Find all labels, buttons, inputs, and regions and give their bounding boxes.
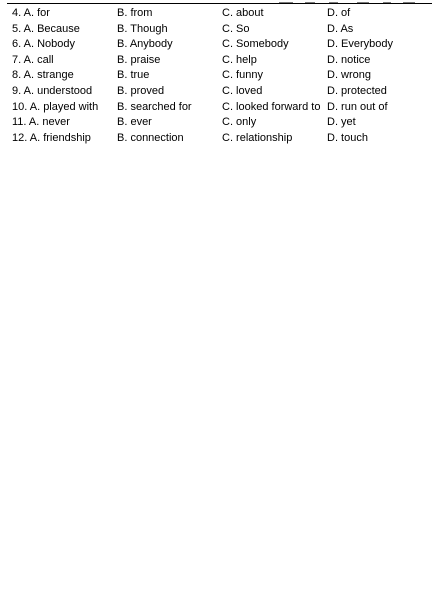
option-a: 12. A. friendship (12, 131, 91, 144)
option-c: C. loved (222, 84, 263, 97)
option-c: C. relationship (222, 131, 293, 144)
option-b: B. searched for (117, 100, 192, 113)
option-c: C. Somebody (222, 38, 289, 51)
option-b: B. true (117, 69, 150, 82)
option-b: B. from (117, 7, 153, 19)
question-row-11 (12, 115, 432, 131)
option-c: C. funny (222, 69, 263, 82)
option-a: 9. A. understood (12, 84, 93, 97)
question-row-8 (12, 68, 432, 84)
option-d: D. yet (327, 116, 356, 129)
question-row-9 (12, 84, 432, 100)
question-row-4 (12, 6, 432, 22)
option-d: D. touch (327, 131, 368, 144)
option-b: B. Anybody (117, 38, 173, 51)
option-c: C. help (222, 53, 257, 66)
option-a: 11. A. never (12, 116, 70, 129)
option-d: D. protected (327, 84, 387, 97)
option-c: C. only (222, 116, 257, 129)
option-d: D. of (327, 7, 351, 19)
option-d: D. wrong (327, 69, 372, 82)
question-row-5 (12, 22, 432, 38)
option-c: C. So (222, 22, 250, 35)
option-a: 10. A. played with (12, 100, 99, 113)
option-a: 5. A. Because (12, 22, 80, 35)
option-d: D. notice (327, 53, 371, 66)
option-b: B. proved (117, 84, 165, 97)
option-b: B. praise (117, 53, 161, 66)
option-c: C. about (222, 7, 264, 19)
question-row-6 (12, 37, 432, 53)
top-rule (7, 3, 432, 4)
option-a: 8. A. strange (12, 69, 74, 82)
question-list (12, 6, 432, 146)
option-b: B. ever (117, 116, 152, 129)
option-a: 7. A. call (12, 53, 54, 66)
option-d: D. Everybody (327, 38, 394, 51)
question-row-7 (12, 53, 432, 69)
option-b: B. connection (117, 131, 184, 144)
option-b: B. Though (117, 22, 168, 35)
option-d: D. run out of (327, 100, 388, 113)
option-d: D. As (327, 22, 354, 35)
question-row-10 (12, 100, 432, 116)
option-a: 6. A. Nobody (12, 38, 75, 51)
option-a: 4. A. for (12, 7, 50, 19)
option-c: C. looked forward to (222, 100, 321, 113)
question-row-12 (12, 131, 432, 147)
